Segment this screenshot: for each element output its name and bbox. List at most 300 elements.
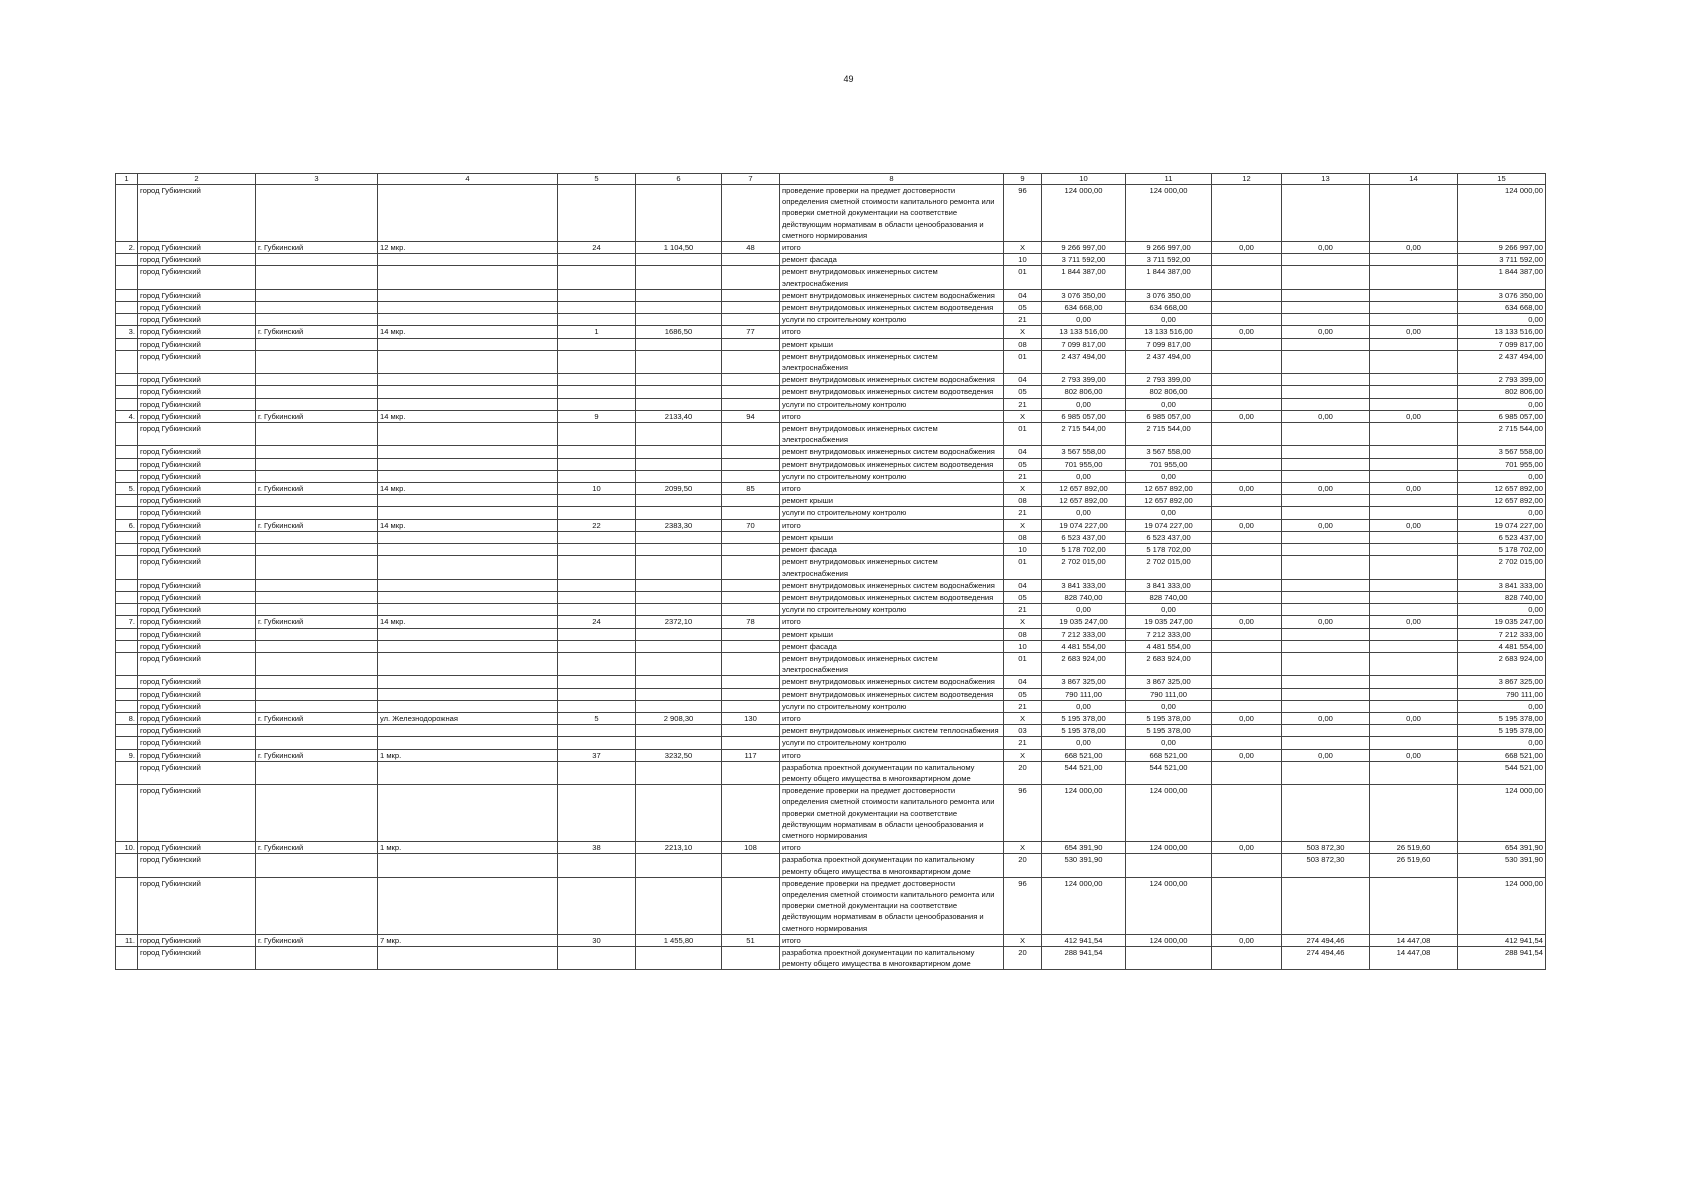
area-cell	[636, 423, 722, 446]
work-code-cell: 01	[1004, 652, 1042, 675]
work-code-cell: 96	[1004, 785, 1042, 842]
residents-cell	[722, 531, 780, 543]
address-cell: 14 мкр.	[378, 483, 558, 495]
house-number-cell: 10	[558, 483, 636, 495]
work-type-cell: ремонт внутридомовых инженерных систем водоотведения	[780, 688, 1004, 700]
regional-cost-cell	[1282, 877, 1370, 934]
final-cost-cell: 0,00	[1458, 470, 1546, 482]
row-number-cell	[116, 725, 138, 737]
municipality-cell: город Губкинский	[138, 314, 256, 326]
regional-cost-cell	[1282, 314, 1370, 326]
fund-cost-cell: 2 715 544,00	[1126, 423, 1212, 446]
settlement-cell: г. Губкинский	[256, 242, 378, 254]
column-header: 2	[138, 174, 256, 185]
address-cell	[378, 386, 558, 398]
address-cell	[378, 556, 558, 579]
regional-cost-cell	[1282, 688, 1370, 700]
address-cell	[378, 458, 558, 470]
fund-cost-cell: 5 195 378,00	[1126, 712, 1212, 724]
table-row	[116, 531, 1546, 543]
address-cell: 1 мкр.	[378, 842, 558, 854]
regional-cost-cell	[1282, 628, 1370, 640]
work-code-cell: X	[1004, 749, 1042, 761]
work-type-cell: ремонт фасада	[780, 640, 1004, 652]
local-cost-cell: 0,00	[1370, 326, 1458, 338]
residents-cell	[722, 761, 780, 784]
regional-cost-cell	[1282, 374, 1370, 386]
area-cell	[636, 470, 722, 482]
area-cell: 2383,30	[636, 519, 722, 531]
house-number-cell	[558, 700, 636, 712]
residents-cell	[722, 314, 780, 326]
table-row	[116, 676, 1546, 688]
regional-cost-cell: 0,00	[1282, 519, 1370, 531]
address-cell	[378, 652, 558, 675]
residents-cell	[722, 688, 780, 700]
local-cost-cell	[1370, 556, 1458, 579]
final-cost-cell: 124 000,00	[1458, 877, 1546, 934]
work-type-cell: итого	[780, 483, 1004, 495]
fund-cost-cell: 6 985 057,00	[1126, 410, 1212, 422]
area-cell	[636, 254, 722, 266]
address-cell	[378, 640, 558, 652]
municipality-cell: город Губкинский	[138, 495, 256, 507]
row-number-cell: 2.	[116, 242, 138, 254]
final-cost-cell: 2 437 494,00	[1458, 350, 1546, 373]
fund-cost-cell: 3 711 592,00	[1126, 254, 1212, 266]
house-number-cell: 5	[558, 712, 636, 724]
table-row	[116, 410, 1546, 422]
fund-cost-cell: 3 867 325,00	[1126, 676, 1212, 688]
settlement-cell: г. Губкинский	[256, 326, 378, 338]
row-number-cell	[116, 266, 138, 289]
work-code-cell: 20	[1004, 854, 1042, 877]
local-cost-cell	[1370, 604, 1458, 616]
house-number-cell	[558, 302, 636, 314]
work-type-cell: услуги по строительному контролю	[780, 398, 1004, 410]
area-cell	[636, 185, 722, 242]
budget-cost-cell	[1212, 423, 1282, 446]
regional-cost-cell	[1282, 495, 1370, 507]
final-cost-cell: 634 668,00	[1458, 302, 1546, 314]
house-number-cell	[558, 556, 636, 579]
column-header: 7	[722, 174, 780, 185]
fund-cost-cell: 2 683 924,00	[1126, 652, 1212, 675]
regional-cost-cell	[1282, 544, 1370, 556]
work-type-cell: итого	[780, 242, 1004, 254]
work-code-cell: 01	[1004, 350, 1042, 373]
residents-cell: 94	[722, 410, 780, 422]
final-cost-cell: 124 000,00	[1458, 785, 1546, 842]
residents-cell	[722, 423, 780, 446]
work-type-cell: ремонт внутридомовых инженерных систем водоотведения	[780, 302, 1004, 314]
regional-cost-cell	[1282, 700, 1370, 712]
final-cost-cell: 5 178 702,00	[1458, 544, 1546, 556]
final-cost-cell: 790 111,00	[1458, 688, 1546, 700]
fund-cost-cell: 668 521,00	[1126, 749, 1212, 761]
total-cost-cell: 13 133 516,00	[1042, 326, 1126, 338]
work-type-cell: итого	[780, 749, 1004, 761]
final-cost-cell: 3 841 333,00	[1458, 579, 1546, 591]
municipality-cell: город Губкинский	[138, 302, 256, 314]
settlement-cell	[256, 398, 378, 410]
row-number-cell: 11.	[116, 934, 138, 946]
table-row	[116, 458, 1546, 470]
residents-cell	[722, 470, 780, 482]
local-cost-cell	[1370, 266, 1458, 289]
work-code-cell: 21	[1004, 398, 1042, 410]
fund-cost-cell: 9 266 997,00	[1126, 242, 1212, 254]
table-row	[116, 374, 1546, 386]
regional-cost-cell	[1282, 302, 1370, 314]
house-number-cell	[558, 398, 636, 410]
regional-cost-cell	[1282, 556, 1370, 579]
total-cost-cell: 2 437 494,00	[1042, 350, 1126, 373]
work-code-cell: X	[1004, 842, 1042, 854]
work-type-cell: ремонт крыши	[780, 338, 1004, 350]
address-cell	[378, 688, 558, 700]
area-cell	[636, 458, 722, 470]
table-row	[116, 302, 1546, 314]
column-number-row	[116, 174, 1546, 185]
local-cost-cell	[1370, 470, 1458, 482]
table-row	[116, 700, 1546, 712]
budget-cost-cell	[1212, 947, 1282, 970]
address-cell	[378, 254, 558, 266]
final-cost-cell: 2 793 399,00	[1458, 374, 1546, 386]
area-cell	[636, 652, 722, 675]
area-cell: 3232,50	[636, 749, 722, 761]
municipality-cell: город Губкинский	[138, 458, 256, 470]
house-number-cell	[558, 877, 636, 934]
work-type-cell: услуги по строительному контролю	[780, 507, 1004, 519]
table-row	[116, 398, 1546, 410]
work-code-cell: 04	[1004, 676, 1042, 688]
budget-cost-cell: 0,00	[1212, 934, 1282, 946]
total-cost-cell: 0,00	[1042, 314, 1126, 326]
row-number-cell: 9.	[116, 749, 138, 761]
column-header: 6	[636, 174, 722, 185]
house-number-cell	[558, 266, 636, 289]
settlement-cell	[256, 556, 378, 579]
row-number-cell	[116, 640, 138, 652]
regional-cost-cell	[1282, 350, 1370, 373]
regional-cost-cell	[1282, 640, 1370, 652]
table-row	[116, 556, 1546, 579]
budget-cost-cell	[1212, 700, 1282, 712]
total-cost-cell: 3 841 333,00	[1042, 579, 1126, 591]
area-cell	[636, 374, 722, 386]
table-row	[116, 725, 1546, 737]
regional-cost-cell	[1282, 338, 1370, 350]
column-header: 9	[1004, 174, 1042, 185]
budget-cost-cell	[1212, 785, 1282, 842]
column-header: 1	[116, 174, 138, 185]
work-code-cell: 03	[1004, 725, 1042, 737]
final-cost-cell: 802 806,00	[1458, 386, 1546, 398]
municipality-cell: город Губкинский	[138, 410, 256, 422]
house-number-cell	[558, 652, 636, 675]
work-type-cell: ремонт фасада	[780, 544, 1004, 556]
regional-cost-cell	[1282, 266, 1370, 289]
area-cell	[636, 495, 722, 507]
final-cost-cell: 0,00	[1458, 700, 1546, 712]
total-cost-cell: 2 715 544,00	[1042, 423, 1126, 446]
final-cost-cell: 6 523 437,00	[1458, 531, 1546, 543]
final-cost-cell: 5 195 378,00	[1458, 712, 1546, 724]
local-cost-cell	[1370, 350, 1458, 373]
column-header: 15	[1458, 174, 1546, 185]
final-cost-cell: 3 567 558,00	[1458, 446, 1546, 458]
budget-cost-cell	[1212, 338, 1282, 350]
row-number-cell: 3.	[116, 326, 138, 338]
final-cost-cell: 19 035 247,00	[1458, 616, 1546, 628]
row-number-cell	[116, 398, 138, 410]
settlement-cell	[256, 877, 378, 934]
regional-cost-cell: 0,00	[1282, 749, 1370, 761]
local-cost-cell	[1370, 591, 1458, 603]
total-cost-cell: 412 941,54	[1042, 934, 1126, 946]
area-cell	[636, 737, 722, 749]
work-type-cell: ремонт внутридомовых инженерных систем электроснабжения	[780, 652, 1004, 675]
row-number-cell	[116, 350, 138, 373]
total-cost-cell: 12 657 892,00	[1042, 483, 1126, 495]
local-cost-cell	[1370, 652, 1458, 675]
regional-cost-cell: 503 872,30	[1282, 854, 1370, 877]
work-type-cell: итого	[780, 712, 1004, 724]
budget-cost-cell: 0,00	[1212, 483, 1282, 495]
work-code-cell: 96	[1004, 185, 1042, 242]
total-cost-cell: 2 683 924,00	[1042, 652, 1126, 675]
final-cost-cell: 2 702 015,00	[1458, 556, 1546, 579]
total-cost-cell: 3 567 558,00	[1042, 446, 1126, 458]
regional-cost-cell	[1282, 398, 1370, 410]
house-number-cell: 30	[558, 934, 636, 946]
settlement-cell	[256, 761, 378, 784]
house-number-cell: 24	[558, 242, 636, 254]
house-number-cell	[558, 446, 636, 458]
fund-cost-cell: 0,00	[1126, 398, 1212, 410]
work-type-cell: проведение проверки на предмет достоверности определения сметной стоимости капитального ремонта или проверки сметной документации на соответствие действующим нормативам в области ценообразования и сметного нормирования	[780, 785, 1004, 842]
house-number-cell	[558, 458, 636, 470]
municipality-cell: город Губкинский	[138, 326, 256, 338]
area-cell	[636, 688, 722, 700]
local-cost-cell	[1370, 737, 1458, 749]
municipality-cell: город Губкинский	[138, 947, 256, 970]
work-code-cell: X	[1004, 519, 1042, 531]
area-cell	[636, 947, 722, 970]
final-cost-cell: 828 740,00	[1458, 591, 1546, 603]
address-cell: 1 мкр.	[378, 749, 558, 761]
final-cost-cell: 701 955,00	[1458, 458, 1546, 470]
residents-cell	[722, 374, 780, 386]
fund-cost-cell: 2 702 015,00	[1126, 556, 1212, 579]
address-cell	[378, 579, 558, 591]
local-cost-cell	[1370, 289, 1458, 301]
budget-cost-cell	[1212, 398, 1282, 410]
total-cost-cell: 3 867 325,00	[1042, 676, 1126, 688]
budget-cost-cell	[1212, 531, 1282, 543]
residents-cell	[722, 604, 780, 616]
fund-cost-cell: 3 567 558,00	[1126, 446, 1212, 458]
column-header: 3	[256, 174, 378, 185]
address-cell: 14 мкр.	[378, 519, 558, 531]
fund-cost-cell: 13 133 516,00	[1126, 326, 1212, 338]
final-cost-cell: 7 212 333,00	[1458, 628, 1546, 640]
budget-cost-cell	[1212, 470, 1282, 482]
final-cost-cell: 288 941,54	[1458, 947, 1546, 970]
area-cell	[636, 544, 722, 556]
total-cost-cell: 12 657 892,00	[1042, 495, 1126, 507]
residents-cell	[722, 785, 780, 842]
municipality-cell: город Губкинский	[138, 934, 256, 946]
column-header: 11	[1126, 174, 1212, 185]
house-number-cell	[558, 737, 636, 749]
budget-cost-cell	[1212, 604, 1282, 616]
settlement-cell: г. Губкинский	[256, 934, 378, 946]
settlement-cell	[256, 604, 378, 616]
total-cost-cell: 0,00	[1042, 470, 1126, 482]
address-cell	[378, 785, 558, 842]
row-number-cell	[116, 700, 138, 712]
table-row	[116, 483, 1546, 495]
regional-cost-cell	[1282, 185, 1370, 242]
address-cell	[378, 700, 558, 712]
final-cost-cell: 668 521,00	[1458, 749, 1546, 761]
total-cost-cell: 530 391,90	[1042, 854, 1126, 877]
settlement-cell	[256, 350, 378, 373]
local-cost-cell	[1370, 688, 1458, 700]
row-number-cell	[116, 254, 138, 266]
final-cost-cell: 0,00	[1458, 398, 1546, 410]
settlement-cell	[256, 374, 378, 386]
house-number-cell	[558, 628, 636, 640]
address-cell	[378, 725, 558, 737]
house-number-cell	[558, 544, 636, 556]
regional-cost-cell	[1282, 604, 1370, 616]
fund-cost-cell: 0,00	[1126, 507, 1212, 519]
area-cell	[636, 579, 722, 591]
work-code-cell: 21	[1004, 604, 1042, 616]
table-row	[116, 519, 1546, 531]
address-cell	[378, 531, 558, 543]
row-number-cell	[116, 544, 138, 556]
row-number-cell: 6.	[116, 519, 138, 531]
settlement-cell: г. Губкинский	[256, 483, 378, 495]
row-number-cell: 7.	[116, 616, 138, 628]
final-cost-cell: 4 481 554,00	[1458, 640, 1546, 652]
area-cell: 1 455,80	[636, 934, 722, 946]
work-type-cell: ремонт внутридомовых инженерных систем водоотведения	[780, 591, 1004, 603]
municipality-cell: город Губкинский	[138, 398, 256, 410]
residents-cell	[722, 640, 780, 652]
budget-cost-cell	[1212, 737, 1282, 749]
regional-cost-cell: 0,00	[1282, 326, 1370, 338]
work-type-cell: разработка проектной документации по капитальному ремонту общего имущества в многоквартирном доме	[780, 761, 1004, 784]
house-number-cell	[558, 338, 636, 350]
house-number-cell	[558, 374, 636, 386]
area-cell: 2213,10	[636, 842, 722, 854]
work-type-cell: ремонт внутридомовых инженерных систем водоснабжения	[780, 446, 1004, 458]
total-cost-cell: 828 740,00	[1042, 591, 1126, 603]
house-number-cell	[558, 947, 636, 970]
row-number-cell	[116, 423, 138, 446]
municipality-cell: город Губкинский	[138, 266, 256, 289]
fund-cost-cell: 124 000,00	[1126, 185, 1212, 242]
local-cost-cell	[1370, 302, 1458, 314]
work-code-cell: 04	[1004, 446, 1042, 458]
settlement-cell: г. Губкинский	[256, 519, 378, 531]
final-cost-cell: 412 941,54	[1458, 934, 1546, 946]
settlement-cell	[256, 507, 378, 519]
settlement-cell	[256, 854, 378, 877]
table-row	[116, 579, 1546, 591]
work-code-cell: X	[1004, 934, 1042, 946]
municipality-cell: город Губкинский	[138, 737, 256, 749]
table-row	[116, 616, 1546, 628]
house-number-cell: 22	[558, 519, 636, 531]
municipality-cell: город Губкинский	[138, 350, 256, 373]
final-cost-cell: 544 521,00	[1458, 761, 1546, 784]
fund-cost-cell: 1 844 387,00	[1126, 266, 1212, 289]
budget-cost-cell	[1212, 761, 1282, 784]
municipality-cell: город Губкинский	[138, 185, 256, 242]
row-number-cell	[116, 854, 138, 877]
work-type-cell: ремонт фасада	[780, 254, 1004, 266]
municipality-cell: город Губкинский	[138, 544, 256, 556]
address-cell	[378, 947, 558, 970]
final-cost-cell: 0,00	[1458, 737, 1546, 749]
address-cell: ул. Железнодорожная	[378, 712, 558, 724]
area-cell	[636, 446, 722, 458]
settlement-cell	[256, 185, 378, 242]
address-cell	[378, 289, 558, 301]
residents-cell	[722, 289, 780, 301]
work-code-cell: 01	[1004, 556, 1042, 579]
budget-cost-cell	[1212, 877, 1282, 934]
area-cell	[636, 854, 722, 877]
budget-cost-cell: 0,00	[1212, 712, 1282, 724]
work-code-cell: 10	[1004, 544, 1042, 556]
residents-cell	[722, 458, 780, 470]
settlement-cell	[256, 531, 378, 543]
budget-cost-cell	[1212, 458, 1282, 470]
residents-cell	[722, 947, 780, 970]
table-row	[116, 877, 1546, 934]
area-cell: 1686,50	[636, 326, 722, 338]
work-code-cell: 21	[1004, 700, 1042, 712]
total-cost-cell: 0,00	[1042, 700, 1126, 712]
table-row	[116, 712, 1546, 724]
municipality-cell: город Губкинский	[138, 749, 256, 761]
row-number-cell	[116, 458, 138, 470]
address-cell	[378, 470, 558, 482]
address-cell: 7 мкр.	[378, 934, 558, 946]
address-cell	[378, 495, 558, 507]
row-number-cell	[116, 386, 138, 398]
local-cost-cell	[1370, 725, 1458, 737]
row-number-cell	[116, 374, 138, 386]
house-number-cell	[558, 350, 636, 373]
total-cost-cell: 2 702 015,00	[1042, 556, 1126, 579]
residents-cell: 48	[722, 242, 780, 254]
final-cost-cell: 1 844 387,00	[1458, 266, 1546, 289]
total-cost-cell: 7 212 333,00	[1042, 628, 1126, 640]
fund-cost-cell: 0,00	[1126, 700, 1212, 712]
settlement-cell	[256, 628, 378, 640]
local-cost-cell	[1370, 507, 1458, 519]
address-cell	[378, 314, 558, 326]
